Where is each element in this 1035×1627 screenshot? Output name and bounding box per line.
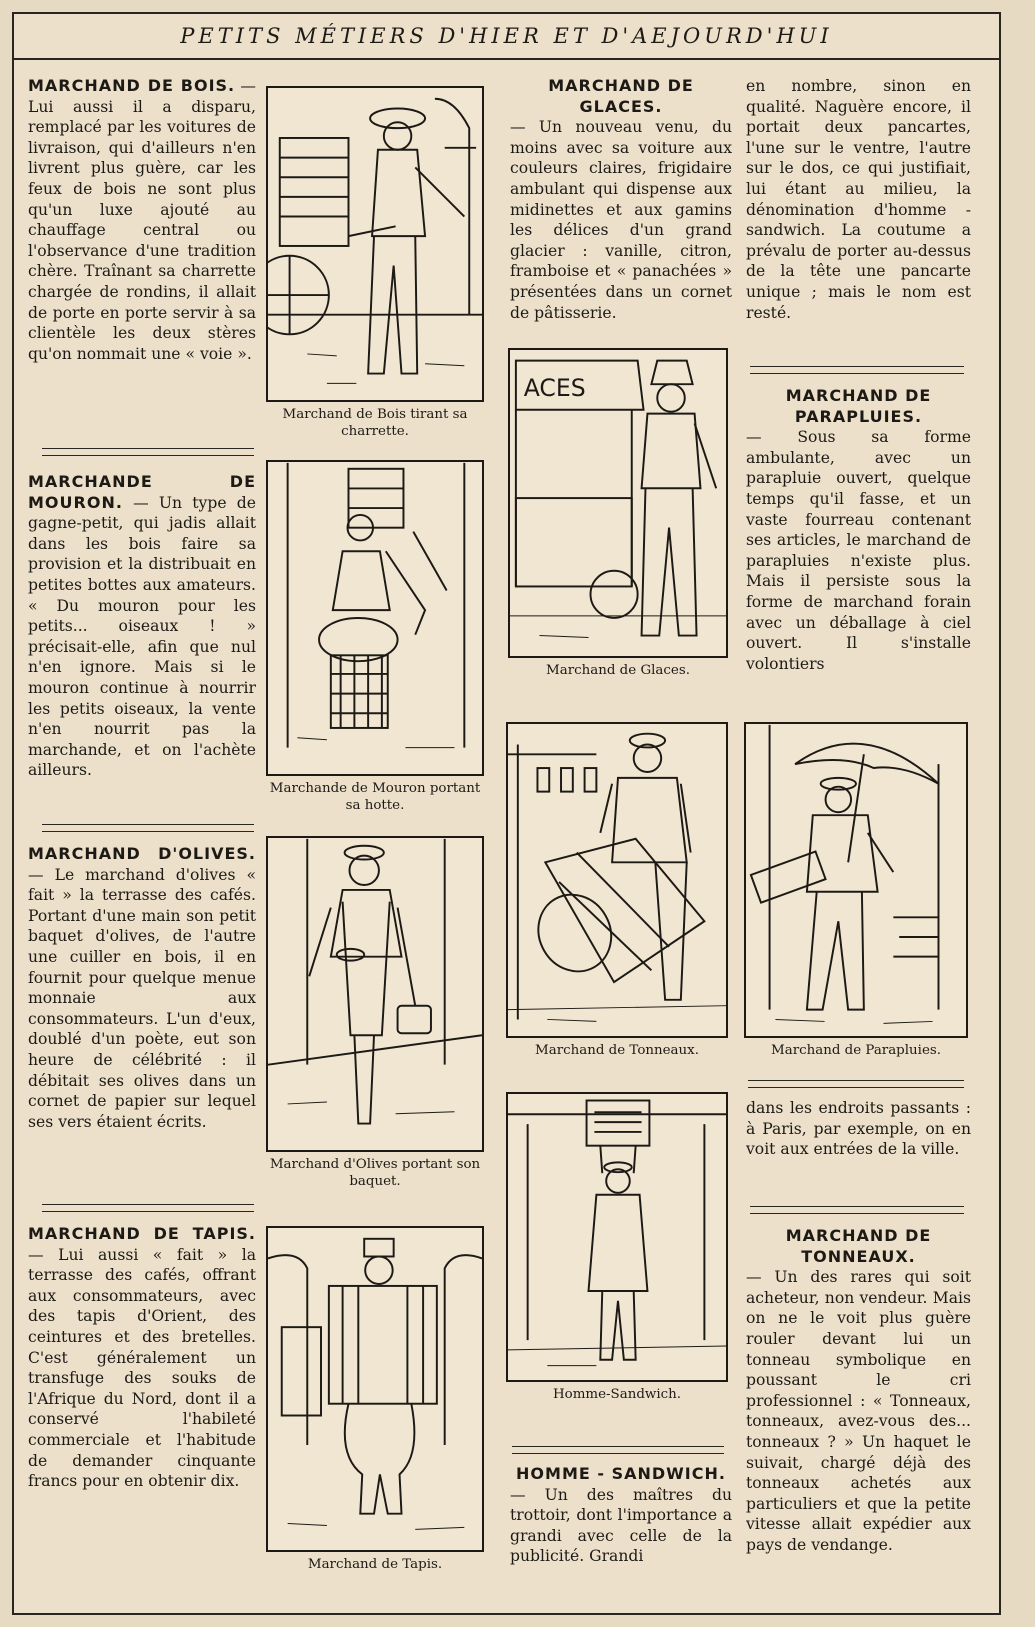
article-marchand-d-olives	[28, 844, 256, 1132]
divider	[42, 824, 254, 832]
article-heading: MARCHAND DE TONNEAUX.	[785, 1226, 932, 1266]
ice-cream-seller-illustration	[508, 348, 728, 658]
article-marchand-de-tonneaux	[746, 1226, 971, 1556]
divider	[512, 1446, 724, 1454]
page-title: PETITS MÉTIERS D'HIER ET D'AEJOURD'HUI	[180, 24, 833, 48]
figure-caption: Homme-Sandwich.	[552, 1387, 682, 1402]
article-body: — Un des rares qui soit acheteur, non vendeur. Mais on ne le voit plus guère rouler devant lui un tonneau symbolique en poussant le cri professionnel : « Tonneaux, tonneaux, avez-vous des... tonneaux ? » Un haquet le suivait, chargé déjà des tonneaux achetés aux particuliers et que la petite vitesse allait expédier aux pays de vendange.	[746, 1268, 971, 1554]
article-body: en nombre, sinon en qualité. Naguère encore, il portait deux pancartes, l'une sur le ventre, l'autre sur le dos, ce qui justifiait, lui étant au milieu, la dénomination d'homme - sandwich. La coutume a prévalu de porter au-dessus de la tête une pancarte unique ; mais le nom est resté.	[746, 77, 971, 322]
figure-caption: Marchand de Tonneaux.	[535, 1043, 699, 1058]
figure-caption: Marchande de Mouron portant sa hotte.	[269, 781, 481, 813]
divider	[750, 1206, 964, 1214]
divider	[750, 366, 964, 374]
figure-caption: Marchand d'Olives portant son baquet.	[269, 1157, 481, 1189]
article-body: — Un type de gagne-petit, qui jadis allait dans les bois faire sa provision et la distribuait en petites bottes aux amateurs. « Du mouron pour les petits... oiseaux ! » précisait-elle, afin que nul n'en ignore. Mais si le mouron continue à nourrir les petits oiseaux, la vente n'en nourrit pas la marchande, et on l'achète ailleurs.	[28, 493, 256, 780]
divider	[748, 1080, 964, 1088]
umbrella-seller-illustration	[744, 722, 968, 1038]
article-heading: HOMME - SANDWICH.	[516, 1464, 726, 1483]
article-heading: MARCHANDE DE MOURON.	[28, 472, 256, 512]
article-heading: MARCHAND DE GLACES.	[548, 76, 694, 116]
figure-marchand-de-bois	[266, 86, 484, 440]
article-marchand-de-glaces	[510, 76, 732, 323]
figure-marchand-de-tonneaux	[506, 722, 728, 1059]
article-body: — Sous sa forme ambulante, avec un parapluie ouvert, quelque temps qu'il fasse, et un vaste fourreau contenant ses articles, le marchand de parapluies n'existe plus. Mais il persiste sous la forme de marchand forain avec un déballage à ciel ouvert. Il s'installe volontiers	[746, 428, 971, 673]
figure-homme-sandwich	[506, 1092, 728, 1403]
page-header	[14, 22, 999, 60]
olive-seller-illustration	[266, 836, 484, 1152]
figure-caption: Marchand de Bois tirant sa charrette.	[282, 407, 468, 439]
article-marchand-de-bois	[28, 76, 256, 364]
article-heading: MARCHAND DE PARAPLUIES.	[785, 386, 932, 426]
figure-caption: Marchand de Glaces.	[546, 663, 690, 678]
figure-caption: Marchand de Parapluies.	[771, 1043, 941, 1058]
article-homme-sandwich	[510, 1464, 732, 1567]
barrel-buyer-illustration	[506, 722, 728, 1038]
article-marchand-de-parapluies-continued	[746, 1098, 971, 1160]
chickweed-seller-illustration	[266, 460, 484, 776]
figure-caption: Marchand de Tapis.	[307, 1557, 443, 1572]
cart-sign: ACES	[523, 373, 586, 402]
divider	[42, 448, 254, 456]
article-body: — Lui aussi il a disparu, remplacé par les voitures de livraison, qui d'ailleurs n'en livrent plus guère, car les feux de bois ne sont plus qu'un luxe ajouté au chauffage central ou l'observance d'une tradition chère. Traînant sa charrette chargée de rondins, il allait de porte en porte servir à sa clientèle les deux stères qu'on nommait une « voie ».	[28, 77, 256, 363]
article-heading: MARCHAND D'OLIVES.	[28, 844, 256, 863]
figure-marchand-de-glaces	[508, 348, 728, 679]
figure-marchand-d-olives	[266, 836, 484, 1190]
divider	[42, 1204, 254, 1212]
article-marchand-de-tapis	[28, 1224, 256, 1492]
article-heading: MARCHAND DE TAPIS.	[28, 1224, 256, 1243]
figure-marchand-de-parapluies	[744, 722, 968, 1059]
figure-marchande-de-mouron	[266, 460, 484, 814]
article-body: — Un des maîtres du trottoir, dont l'importance a grandi avec celle de la publicité. Grandi	[510, 1485, 732, 1566]
article-body: — Lui aussi « fait » la terrasse des cafés, offrant aux consommateurs, avec des tapis d'Orient, des ceintures et des bretelles. C'est généralement un transfuge des souks de l'Afrique du Nord, dont il a conservé l'habileté commerciale et l'habitude de demander cinquante francs pour en obtenir dix.	[28, 1245, 256, 1491]
article-body: dans les endroits passants : à Paris, par exemple, on en voit aux entrées de la ville.	[746, 1099, 971, 1159]
article-marchande-de-mouron	[28, 472, 256, 781]
page-frame	[12, 12, 1001, 1615]
carpet-seller-illustration	[266, 1226, 484, 1552]
figure-marchand-de-tapis	[266, 1226, 484, 1573]
sandwich-man-illustration	[506, 1092, 728, 1382]
article-heading: MARCHAND DE BOIS.	[28, 76, 236, 95]
article-body: — Le marchand d'olives « fait » la terrasse des cafés. Portant d'une main son petit baquet d'olives, de l'autre une cuiller en bois, il en fournit pour quelque menue monnaie aux consommateurs. L'un d'eux, doublé d'un poète, eut son heure de célébrité : il débitait ses olives dans un cornet de papier sur lequel ses vers étaient écrits.	[28, 865, 256, 1131]
article-homme-sandwich-continued	[746, 76, 971, 323]
article-body: — Un nouveau venu, du moins avec sa voiture aux couleurs claires, frigidaire ambulant qui dispense aux midinettes et aux gamins les délices d'un grand glacier : vanille, citron, framboise et « panachées » présentées dans un cornet de pâtisserie.	[510, 118, 732, 322]
wood-seller-illustration	[266, 86, 484, 402]
article-marchand-de-parapluies	[746, 386, 971, 674]
